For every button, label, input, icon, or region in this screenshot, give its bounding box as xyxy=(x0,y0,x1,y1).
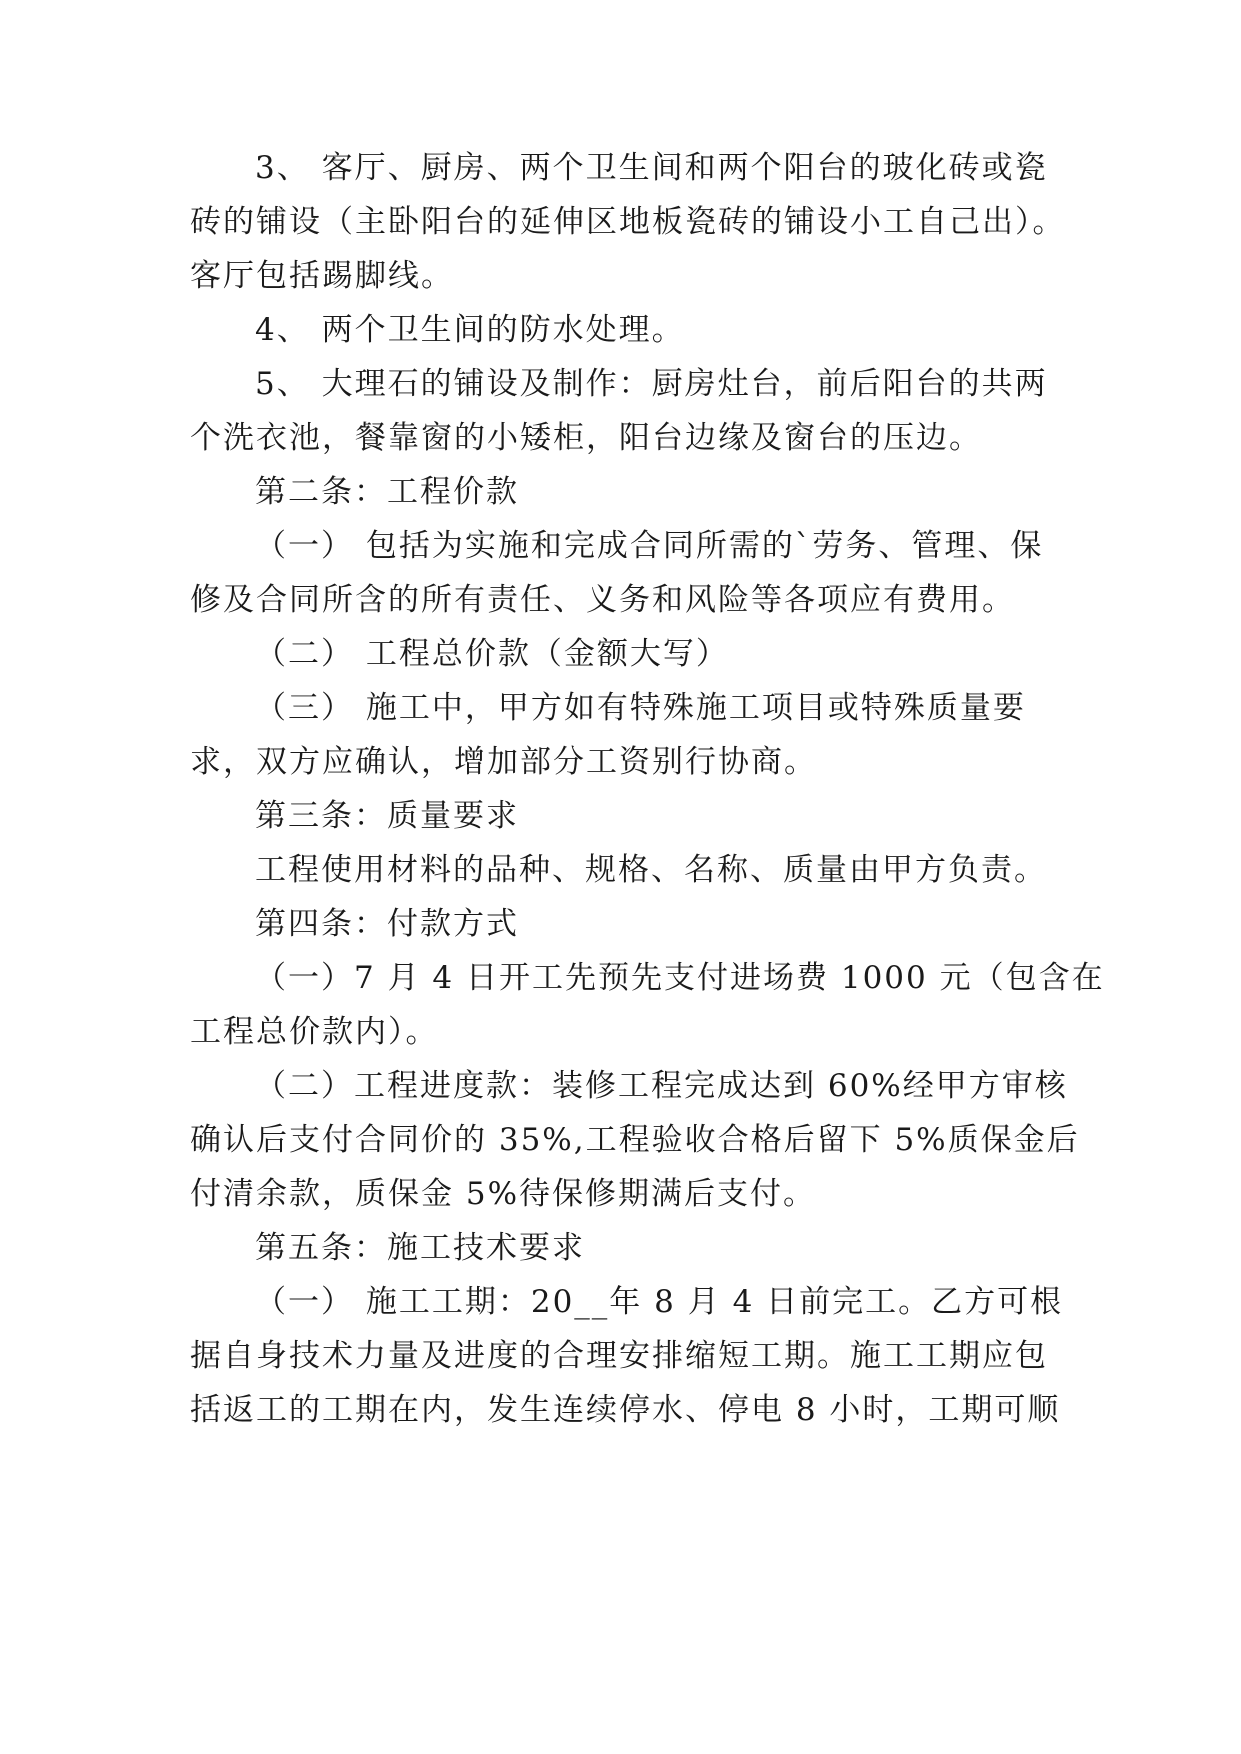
text-line-clause-2-1: （一） 包括为实施和完成合同所需的`劳务、管理、保 xyxy=(255,528,1044,564)
text-line: 付清余款，质保金 5%待保修期满后支付。 xyxy=(190,1176,817,1212)
text-line-clause-4-1: （一）7 月 4 日开工先预先支付进场费 1000 元（包含在 xyxy=(255,960,1105,996)
text-line-clause-5-1: （一） 施工工期：20__年 8 月 4 日前完工。乙方可根 xyxy=(255,1284,1064,1320)
section-heading-article-5: 第五条：施工技术要求 xyxy=(255,1230,585,1266)
text-line: 括返工的工期在内，发生连续停水、停电 8 小时，工期可顺 xyxy=(190,1392,1061,1428)
section-heading-article-3: 第三条：质量要求 xyxy=(255,798,519,834)
section-heading-article-2: 第二条：工程价款 xyxy=(255,474,519,510)
text-line-item-4: 4、 两个卫生间的防水处理。 xyxy=(255,312,685,348)
text-line: 砖的铺设（主卧阳台的延伸区地板瓷砖的铺设小工自己出）。 xyxy=(190,204,1066,240)
text-line: 确认后支付合同价的 35%,工程验收合格后留下 5%质保金后 xyxy=(190,1122,1080,1158)
text-line: 工程总价款内）。 xyxy=(190,1014,439,1050)
text-line: 据自身技术力量及进度的合理安排缩短工期。施工工期应包 xyxy=(190,1338,1048,1374)
text-line: 求，双方应确认，增加部分工资别行协商。 xyxy=(190,744,817,780)
text-line-quality: 工程使用材料的品种、规格、名称、质量由甲方负责。 xyxy=(255,852,1047,888)
text-line: 个洗衣池，餐靠窗的小矮柜，阳台边缘及窗台的压边。 xyxy=(190,420,982,456)
section-heading-article-4: 第四条：付款方式 xyxy=(255,906,519,942)
text-line-clause-2-2: （二） 工程总价款（金额大写） xyxy=(255,636,729,672)
text-line-clause-4-2: （二）工程进度款：装修工程完成达到 60%经甲方审核 xyxy=(255,1068,1068,1104)
text-line-item-3: 3、 客厅、厨房、两个卫生间和两个阳台的玻化砖或瓷 xyxy=(255,150,1048,186)
text-line-clause-2-3: （三） 施工中，甲方如有特殊施工项目或特殊质量要 xyxy=(255,690,1026,726)
text-line: 客厅包括踢脚线。 xyxy=(190,258,454,294)
text-line: 修及合同所含的所有责任、义务和风险等各项应有费用。 xyxy=(190,582,1015,618)
text-line-item-5: 5、 大理石的铺设及制作：厨房灶台，前后阳台的共两 xyxy=(255,366,1048,402)
